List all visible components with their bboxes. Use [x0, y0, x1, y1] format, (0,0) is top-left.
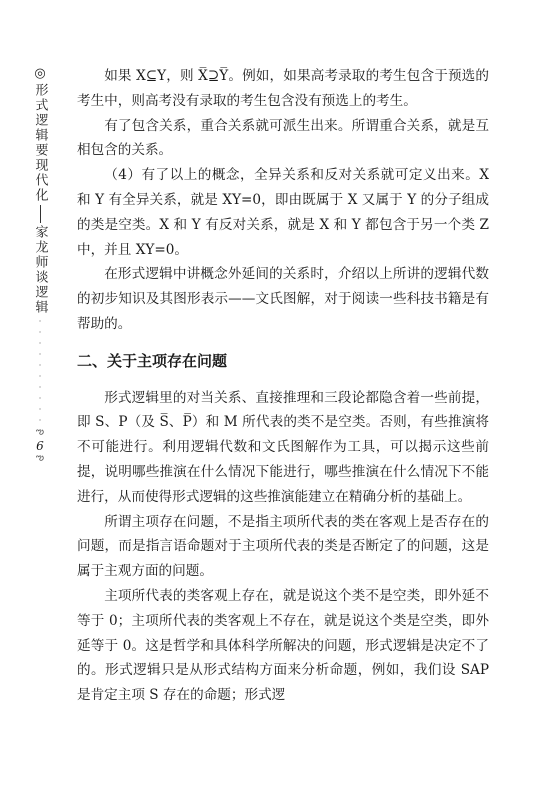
paragraph-3: （4）有了以上的概念，全异关系和反对关系就可定义出来。X 和 Y 有全异关系，就是 XY=0，即由既属于 X 又属于 Y 的分子组成的类是空类。X 和 Y 有反对关系，就是 X 和 Y 都包含于另一个类 Z 中，并且 XY=0。 [77, 167, 489, 258]
ornament-bottom-icon: ఌ [36, 453, 44, 463]
page-number: 6 [36, 439, 44, 453]
section-heading: 二、关于主项存在问题 [77, 351, 228, 370]
paragraph-5: 形式逻辑里的对当关系、直接推理和三段论都隐含着一些前提，即 S、P（及 S̅、P̅）和 M 所代表的类不是空类。否则，有些推演将不可能进行。利用逻辑代数和文氏图解作为工具，可以揭示这些前提，说明哪些推演在什么情况下能进行，哪些推演在什么情况下不能进行，从而使得形式逻辑的这些推演能建立在精确分析的基础上。 [77, 389, 489, 505]
ornament-top-icon: ఌ [36, 427, 44, 437]
page-number-box [29, 427, 51, 463]
paragraph-1: 如果 X⊆Y，则 X̅⊇Y̅。例如，如果高考录取的考生包含于预选的考生中，则高考没有录取的考生包含没有预选上的考生。 [77, 68, 489, 109]
paragraph-7: 主项所代表的类客观上存在，就是说这个类不是空类，即外延不等于 0；主项所代表的类客观上不存在，就是说这个类是空类，即外延等于 0。这是哲学和具体科学所解决的问题，形式逻辑是决定不了的。形式逻辑只是从形式结构方面来分析命题，例如，我们设 SAP 是肯定主项 S 存在的命题；形式逻 [77, 587, 489, 704]
series-title: ◎形式逻辑要现代化 [32, 66, 48, 203]
author-line: 家龙师谈逻辑 [32, 225, 48, 315]
sidebar-divider [40, 205, 41, 223]
paragraph-2: 有了包含关系，重合关系就可派生出来。所谓重合关系，就是互相包含的关系。 [77, 117, 489, 159]
running-sidebar [30, 66, 50, 463]
page-body [77, 64, 489, 708]
paragraph-4: 在形式逻辑中讲概念外延间的关系时，介绍以上所讲的逻辑代数的初步知识及其图形表示——文氏图解，对于阅读一些科技书籍是有帮助的。 [77, 266, 489, 332]
sidebar-dots: ·········· [35, 317, 45, 427]
paragraph-6: 所谓主项存在问题，不是指主项所代表的类在客观上是否存在的问题，而是指言语命题对于主项所代表的类是否断定了的问题，这是属于主观方面的问题。 [77, 513, 489, 580]
